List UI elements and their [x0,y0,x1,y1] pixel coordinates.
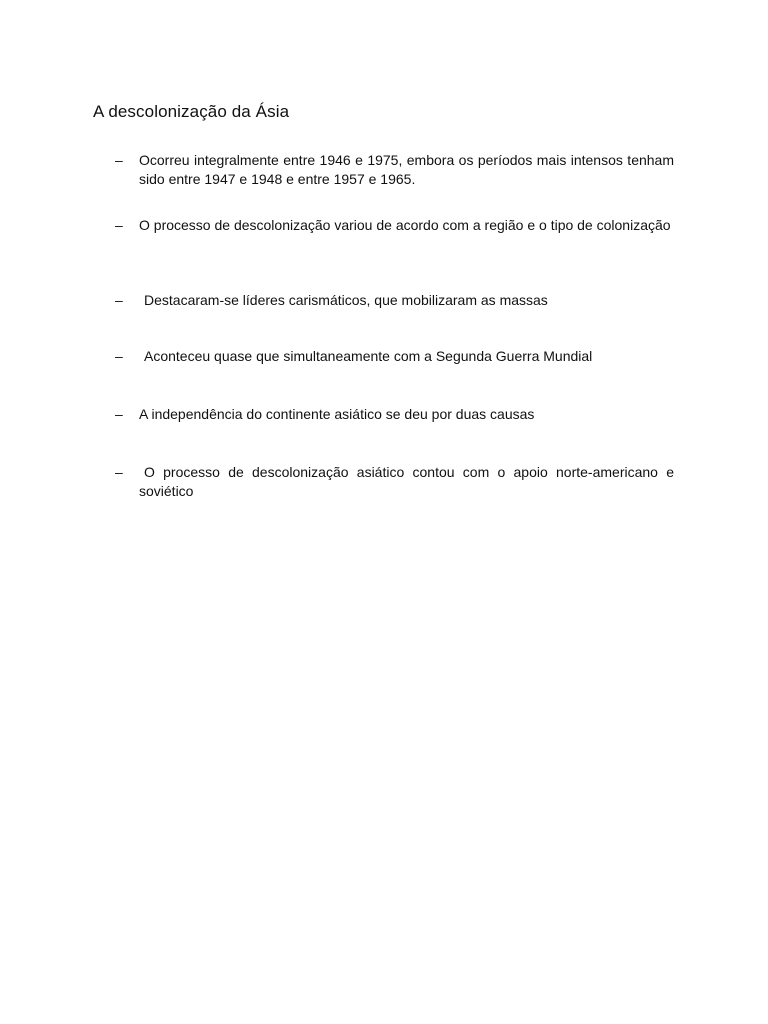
document-title: A descolonização da Ásia [93,102,290,121]
bullet-text: Ocorreu integralmente entre 1946 e 1975, embora os períodos mais intensos tenham sido entre 1947 e 1948 e entre 1957 e 1965. [139,152,674,187]
bullet-text: Destacaram-se líderes carismáticos, que mobilizaram as massas [144,292,548,308]
bullet-text: O processo de descolonização variou de acordo com a região e o tipo de colonização [139,217,671,233]
bullet-text: Aconteceu quase que simultaneamente com a Segunda Guerra Mundial [144,348,593,364]
bullet-dash: – [115,217,123,233]
bullet-dash: – [115,348,123,364]
bullet-text: A independência do continente asiático se deu por duas causas [139,406,535,422]
bullet-dash: – [115,406,123,422]
bullet-dash: – [115,152,123,168]
bullet-text: O processo de descolonização asiático contou com o apoio norte-americano e soviético [139,464,674,499]
bullet-dash: – [115,464,123,480]
bullet-dash: – [115,292,123,308]
